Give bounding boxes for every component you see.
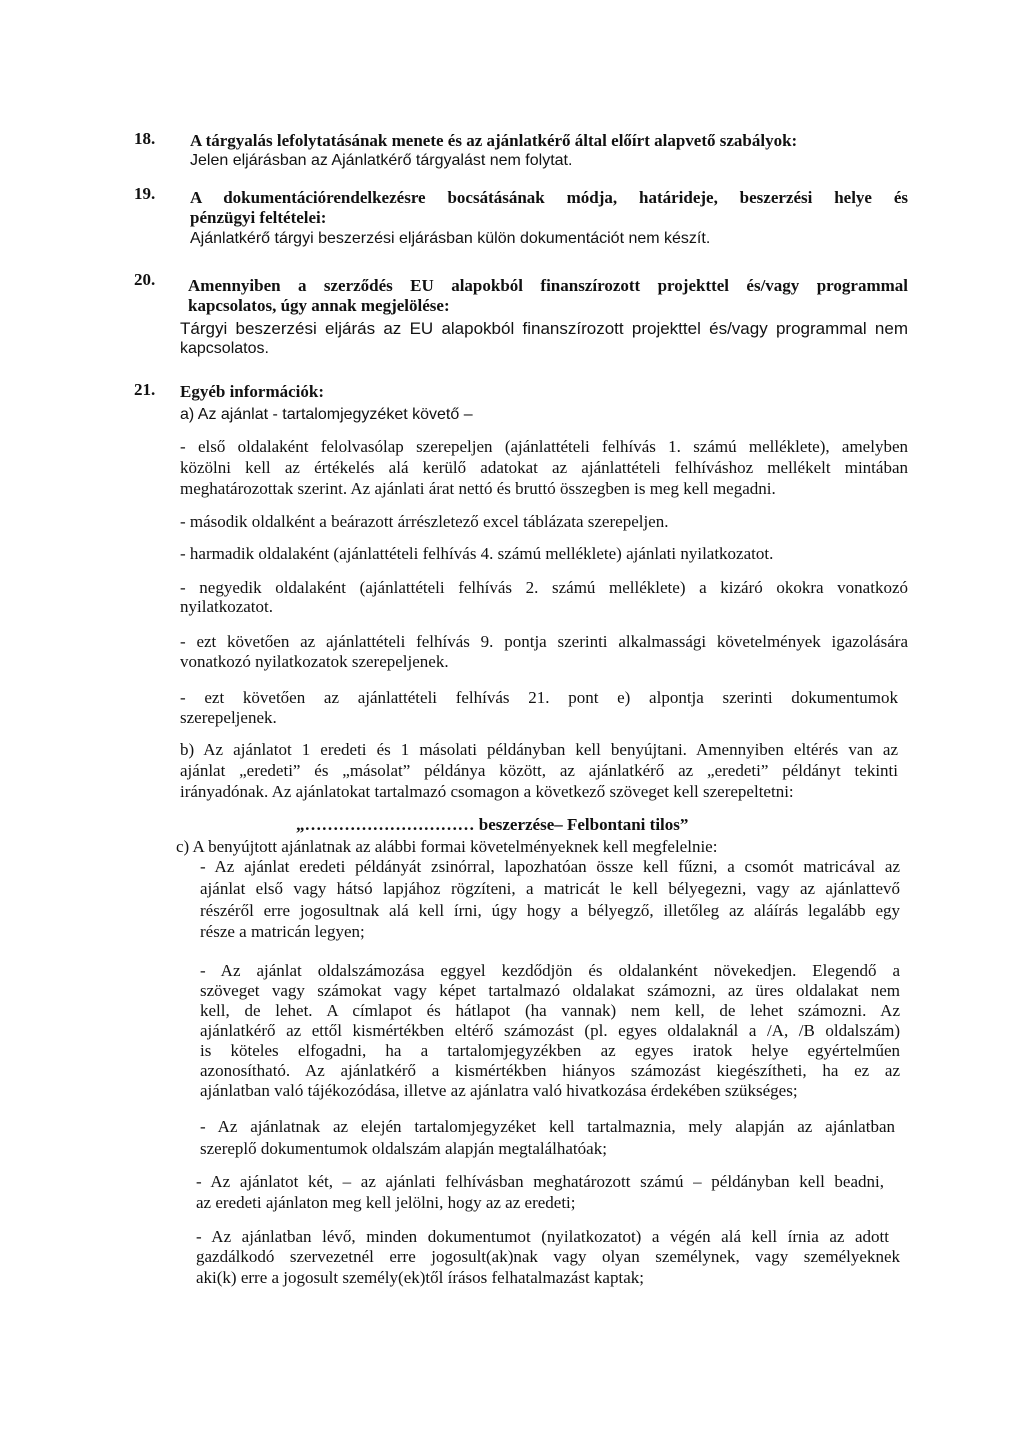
item-a-para2: - második oldalként a beárazott árrészletező excel táblázata szerepeljen. xyxy=(180,512,669,531)
section-20-heading-line1: Amennyiben a szerződés EU alapokból finanszírozott projekttel és/vagy programmal xyxy=(188,276,908,295)
section-20-number: 20. xyxy=(134,270,156,289)
section-19-body: Ajánlatkérő tárgyi beszerzési eljárásban külön dokumentációt nem készít. xyxy=(190,230,711,247)
section-20-body-line1: Tárgyi beszerzési eljárás az EU alapokból finanszírozott projekttel és/vagy programmal nem xyxy=(180,319,908,338)
item-c2-line2: szöveget vagy számokat vagy képet tartalmazó oldalakat számozni, az üres oldalakat nem xyxy=(200,981,900,1000)
section-20-body-line2: kapcsolatos. xyxy=(180,340,269,357)
item-a-para6-line2: szerepeljenek. xyxy=(180,708,277,727)
item-c2-line1: - Az ajánlat oldalszámozása eggyel kezdődjön és oldalanként növekedjen. Elegendő a xyxy=(200,961,900,980)
item-c4-line2: az eredeti ajánlaton meg kell jelölni, hogy az az eredeti; xyxy=(196,1193,576,1212)
section-19-number: 19. xyxy=(134,184,156,203)
section-18-heading: A tárgyalás lefolytatásának menete és az ajánlatkérő által előírt alapvető szabályok: xyxy=(190,131,798,150)
item-c3-line1: - Az ajánlatnak az elején tartalomjegyzéket kell tartalmaznia, mely alapján az ajánlatban xyxy=(200,1117,895,1136)
section-19-heading-line2: pénzügyi feltételei: xyxy=(190,208,327,227)
item-c5-line1: - Az ajánlatban lévő, minden dokumentumot (nyilatkozatot) a végén alá kell írnia az adott xyxy=(196,1227,889,1246)
item-c1-line1: - Az ajánlat eredeti példányát zsinórral, lapozhatóan össze kell fűzni, a csomót matricával az xyxy=(200,857,900,876)
item-c-intro: c) A benyújtott ajánlatnak az alábbi formai követelményeknek kell megfelelnie: xyxy=(176,837,718,856)
item-c1-line2: ajánlat első vagy hátsó lapjához rögzíteni, a matricát le kell bélyegezni, vagy az ajánlattevő xyxy=(200,879,900,898)
section-18-body: Jelen eljárásban az Ajánlatkérő tárgyalást nem folytat. xyxy=(190,152,573,169)
section-20-heading-line2: kapcsolatos, úgy annak megjelölése: xyxy=(188,296,450,315)
item-b-line3: irányadónak. Az ajánlatokat tartalmazó csomagon a következő szöveget kell szerepeltetni: xyxy=(180,782,794,801)
item-c2-line6: azonosítható. Az ajánlatkérő a kismértékben hiányos számozást kiegészítheti, ha ez az xyxy=(200,1061,900,1080)
section-21-number: 21. xyxy=(134,380,156,399)
item-c2-line4: ajánlatkérő az ettől kismértékben eltérő számozást (pl. egyes oldalaknál a /A, /B oldalszám) xyxy=(200,1021,900,1040)
item-a-para1-line2: közölni kell az értékelés alá kerülő adatokat az ajánlattételi felhíváshoz mellékelt mintában xyxy=(180,458,908,477)
item-c1-line3: részéről erre jogosultnak alá kell írni, úgy hogy a bélyegző, illetőleg az aláírás legalább egy xyxy=(200,901,900,920)
section-19-heading-line1: A dokumentációrendelkezésre bocsátásának módja, határideje, beszerzési helye és xyxy=(190,188,908,207)
item-c3-line2: szereplő dokumentumok oldalszám alapján megtalálhatóak; xyxy=(200,1139,607,1158)
item-c1-line4: része a matricán legyen; xyxy=(200,922,365,941)
item-c2-line7: ajánlatban való tájékozódása, illetve az ajánlatra való hivatkozása érdekében szükséges; xyxy=(200,1081,798,1100)
item-a-para6-line1: - ezt követően az ajánlattételi felhívás 21. pont e) alpontja szerinti dokumentumok xyxy=(180,688,898,707)
item-a-para4-line1: - negyedik oldalaként (ajánlattételi felhívás 2. számú melléklete) a kizáró okokra vonatkozó xyxy=(180,578,908,597)
section-18-number: 18. xyxy=(134,129,156,148)
item-a-intro: a) Az ajánlat - tartalomjegyzéket követő – xyxy=(180,406,473,423)
item-a-para5-line1: - ezt követően az ajánlattételi felhívás 9. pontja szerinti alkalmassági követelmények igazolására xyxy=(180,632,908,651)
envelope-label: „………………………… beszerzése– Felbontani tilos” xyxy=(296,815,689,834)
item-c5-line3: aki(k) erre a jogosult személy(ek)től írásos felhatalmazást kaptak; xyxy=(196,1268,644,1287)
item-b-line2: ajánlat „eredeti” és „másolat” példánya között, az ajánlatkérő az „eredeti” példányt tekinti xyxy=(180,761,898,780)
item-a-para1-line3: meghatározottak szerint. Az ajánlati árat nettó és bruttó összegben is meg kell megadni. xyxy=(180,479,776,498)
item-c2-line3: kell, de lehet. A címlapot és hátlapot (ha vannak) nem kell, de lehet számozni. Az xyxy=(200,1001,900,1020)
item-a-para3: - harmadik oldalaként (ajánlattételi felhívás 4. számú melléklete) ajánlati nyilatkozatot. xyxy=(180,544,774,563)
item-c2-line5: is köteles elfogadni, ha a tartalomjegyzékben az egyes iratok helye egyértelműen xyxy=(200,1041,900,1060)
item-c5-line2: gazdálkodó szervezetnél erre jogosult(ak)nak vagy olyan személynek, vagy személyeknek xyxy=(196,1247,900,1266)
item-a-para5-line2: vonatkozó nyilatkozatok szerepeljenek. xyxy=(180,652,449,671)
item-b-line1: b) Az ajánlatot 1 eredeti és 1 másolati példányban kell benyújtani. Amennyiben eltérés van az xyxy=(180,740,898,759)
item-a-para1-line1: - első oldalaként felolvasólap szerepeljen (ajánlattételi felhívás 1. számú melléklete), amelyben xyxy=(180,437,908,456)
item-c4-line1: - Az ajánlatot két, – az ajánlati felhívásban meghatározott számú – példányban kell beadni, xyxy=(196,1172,884,1191)
item-a-para4-line2: nyilatkozatot. xyxy=(180,597,274,616)
section-21-heading: Egyéb információk: xyxy=(180,382,325,401)
